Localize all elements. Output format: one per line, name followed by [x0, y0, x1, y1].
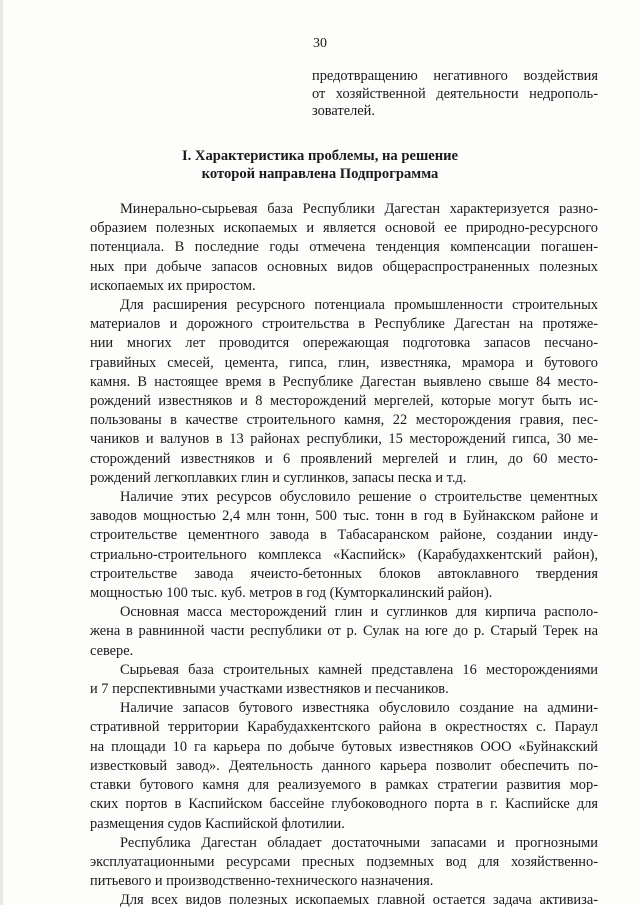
paragraph-line: ставки бутового камня для реализуемого в рамках стратегии развития мор-	[90, 777, 598, 794]
paragraph-line: рождений известняков и 8 месторождений мергелей, которые могут быть ис-	[90, 393, 598, 410]
paragraph-line: на площади 10 га карьера по добыче бутовых известняков ООО «Буйнакский	[90, 738, 598, 755]
continued-line: зователей.	[312, 103, 375, 119]
paragraph-line: ископаемых их приростом.	[90, 277, 256, 294]
paragraph-line: заводов мощностью 2,4 млн тонн, 500 тыс. тонн в год в Буйнакском районе и	[90, 508, 598, 525]
paragraph-line: севере.	[90, 642, 134, 659]
paragraph	[90, 661, 598, 699]
body-text	[90, 200, 598, 911]
continued-line: от хозяйственной деятельности недрополь-	[312, 85, 598, 102]
paragraph-line: Для всех видов полезных ископаемых главной остается задача активиза-	[120, 892, 598, 909]
paragraph-line: размещения судов Каспийской флотилии.	[90, 815, 345, 832]
paragraph-line: стративной территории Карабудахкентского района в окрестностях с. Параул	[90, 719, 598, 736]
paragraph-line: эксплуатационными ресурсами пресных подземных вод для хозяйственно-	[90, 853, 598, 870]
paragraph-line: стриально-строительного комплекса «Каспийск» (Карабудахкентский район),	[90, 546, 598, 563]
paragraph-line: мощностью 100 тыс. куб. метров в год (Кумторкалинский район).	[90, 585, 493, 602]
paragraph-line: материалов и дорожного строительства в Республике Дагестан на протяже-	[90, 316, 598, 333]
paragraph-line: образием полезных ископаемых и является основой ее природно-ресурсного	[90, 220, 598, 237]
paragraph-line: Наличие этих ресурсов обусловило решение о строительстве цементных	[120, 489, 598, 506]
paragraph-line: жена в равнинной части республики от р. Сулак на юге до р. Старый Терек на	[90, 623, 598, 640]
scan-edge	[0, 0, 3, 905]
page-number: 30	[313, 36, 327, 51]
section-heading-line: I. Характеристика проблемы, на решение	[181, 148, 459, 164]
paragraph	[90, 200, 598, 296]
paragraph-line: Минерально-сырьевая база Республики Дагестан характеризуется разно-	[120, 201, 598, 217]
paragraph	[90, 699, 598, 833]
paragraph-line: и 7 перспективными участками известняков и песчаников.	[90, 681, 449, 698]
paragraph	[90, 603, 598, 661]
paragraph-line: камня. В настоящее время в Республике Дагестан выявлено свыше 84 место-	[90, 373, 598, 390]
paragraph-line: строительстве завода ячеисто-бетонных блоков автоклавного твердения	[90, 565, 598, 582]
paragraph-line: Для расширения ресурсного потенциала промышленности строительных	[120, 297, 598, 314]
paragraph-line: пользованы в качестве строительного камня, 22 месторождения гравия, пес-	[90, 412, 598, 429]
continued-line: предотвращению негативного воздействия	[312, 68, 598, 84]
paragraph-line: ных при добыче запасов основных видов общераспространенных полезных	[90, 258, 598, 275]
paragraph-line: ских портов в Каспийском бассейне глубоководного порта в г. Каспийске для	[90, 796, 598, 813]
paragraph-line: Наличие запасов бутового известняка обусловило создание на админи-	[120, 700, 598, 717]
paragraph	[90, 296, 598, 488]
paragraph	[90, 834, 598, 892]
section-heading-line: которой направлена Подпрограмма	[201, 166, 439, 182]
paragraph-line: сторождений известняков и 6 проявлений мергелей и глин, до 60 место-	[90, 450, 598, 467]
paragraph-line: Республика Дагестан обладает достаточными запасами и прогнозными	[120, 834, 598, 851]
paragraph-line: чаников и валунов в 13 районах республики, 15 месторождений гипса, 30 ме-	[90, 431, 598, 448]
paragraph-line: питьевого и производственно-технического назначения.	[90, 873, 434, 890]
paragraph-line: Сырьевая база строительных камней представлена 16 месторождениями	[120, 661, 598, 678]
paragraph-line: рождений легкоплавких глин и суглинков, запасы песка и т.д.	[90, 469, 467, 486]
section-heading	[0, 147, 640, 183]
paragraph-line: Основная масса месторождений глин и суглинков для кирпича располо-	[120, 604, 598, 621]
paragraph-line: гравийных смесей, цемента, гипса, глин, известняка, мрамора и бутового	[90, 354, 598, 371]
paragraph	[90, 488, 598, 603]
continued-text	[312, 68, 598, 121]
paragraph	[90, 891, 598, 910]
paragraph-line: известковый завод». Деятельность данного карьера позволит обеспечить по-	[90, 757, 598, 774]
paragraph-line: строительстве цементного завода в Табасаранском районе, создании инду-	[90, 527, 598, 544]
paragraph-line: нии многих лет проводится опережающая подготовка запасов песчано-	[90, 335, 598, 352]
paragraph-line: потенциала. В последние годы отмечена тенденция компенсации погашен-	[90, 239, 598, 256]
